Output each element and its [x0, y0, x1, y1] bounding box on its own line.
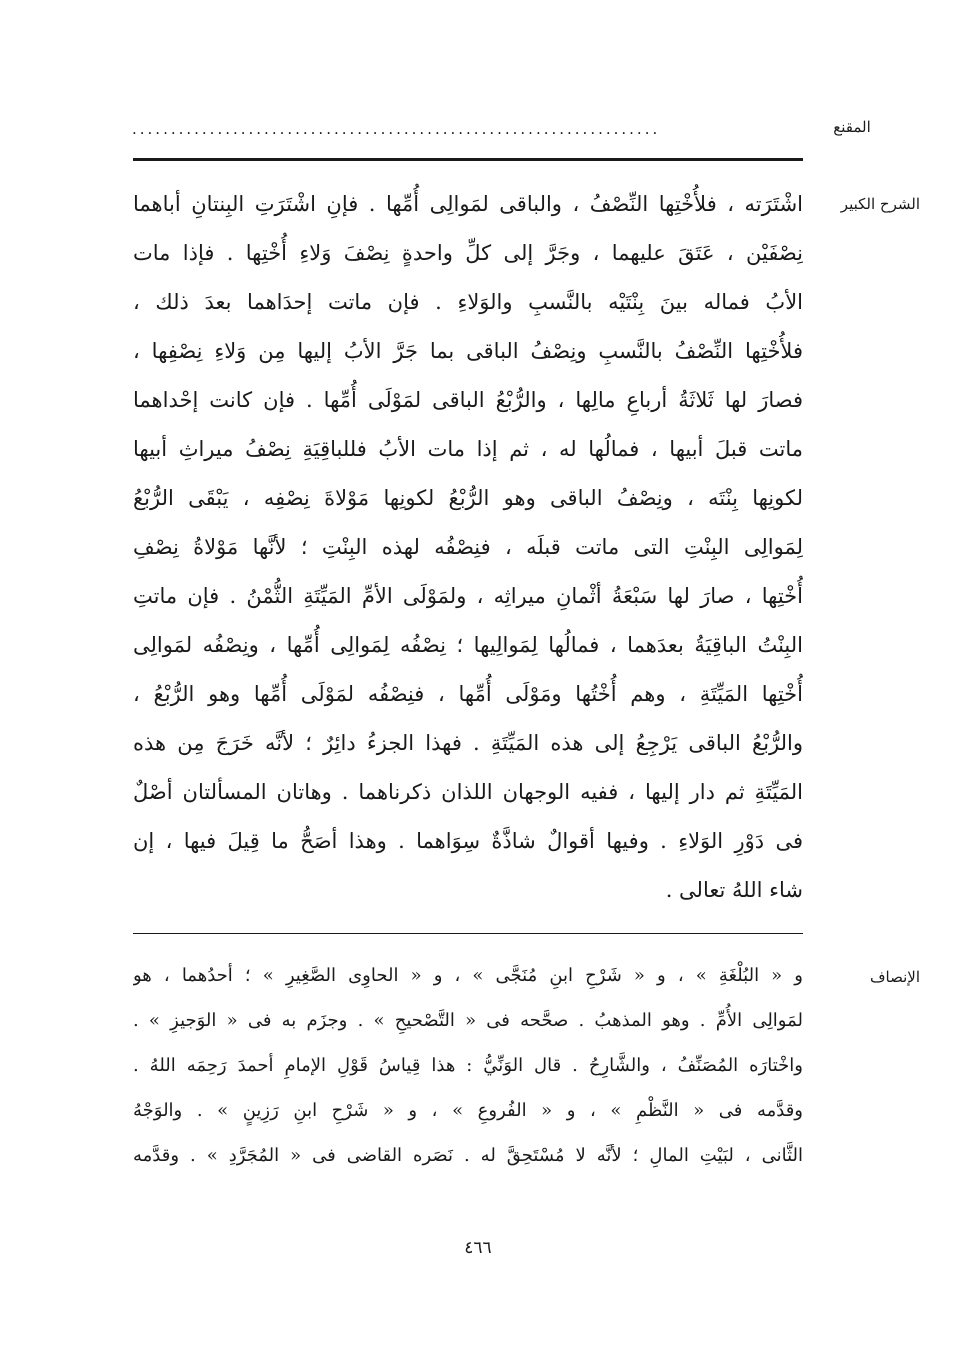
- insaf-text-line: لمَوالِى الأُمِّ . وهو المذهبُ . صحَّحه فى « التَّصْحيحِ » . وجزَم به فى « الوَجيزِ » .: [133, 1010, 803, 1031]
- main-section-text: [133, 180, 803, 915]
- insaf-text-line: الثَّانى ، لبَيْتِ المالِ ؛ لأنَّه لا مُسْتَحِقَّ له . نَصَره القاضى فى « المُجَرَّدِ » . وقدَّمه: [133, 1145, 803, 1166]
- section-divider: [133, 933, 803, 934]
- main-text-line: والرُّبْعُ الباقى يَرْجِعُ إلى هذه المَيِّتَةِ . فهذا الجزءُ دائِرٌ ؛ لأنَّه خَرَجَ مِن هذه: [133, 731, 803, 755]
- main-text-line: ماتت قبلَ أبيها ، فمالُها له ، ثم إذا مات الأبُ فللباقِيَةِ نِصْفُ ميراثِ أبيها: [133, 437, 803, 461]
- main-text-line: فلأُخْتِها النِّصْفُ بالنَّسبِ ونِصْفُ الباقى بما جَرَّ الأبُ إليها مِن وَلاءِ نِصْفِها ،: [133, 339, 803, 363]
- main-text-line: المَيِّتَةِ ثم دار إليها ، ففيه الوجهان اللذان ذكرناهما . وهاتان المسألتان أصْلٌ: [133, 780, 803, 804]
- insaf-text-line: و « البُلْغَةِ » ، و « شَرْحِ ابنِ مُنَجَّى » ، و « الحاوِى الصَّغِيرِ » ؛ أحدُهما ، هو: [133, 965, 803, 986]
- insaf-section-text: [133, 953, 803, 1178]
- main-text-line: لكونِها بِنْتَه ، ونِصْفُ الباقى وهو الرُّبْعُ لكونِها مَوْلاةَ نِصْفِه ، يَبْقَى الرُّبْعُ: [133, 486, 803, 510]
- main-section-label: الشرح الكبير: [840, 195, 920, 213]
- main-text-line: لِمَوالِى البِنْتِ التى ماتت قبلَه ، فنِصْفُه لهذه البِنْتِ ؛ لأنَّها مَوْلاةُ نِصْفِ: [133, 535, 803, 559]
- page-number: ٤٦٦: [464, 1238, 492, 1258]
- header-rule: [133, 158, 803, 161]
- main-text-line: فى دَوْرِ الوَلاءِ . وفيها أقوالٌ شاذَّةٌ سِوَاهما . وهذا أصَحُّ ما قِيلَ فيها ، إن: [133, 829, 803, 853]
- main-text-line: اشْتَرَته ، فلأُخْتِها النِّصْفُ ، والباقى لمَوالِى أُمِّها . فإنِ اشْتَرَتِ البِنتانِ أباهما: [133, 192, 803, 216]
- running-header-title: المقنع: [833, 118, 871, 136]
- main-text-line: أُخْتِها المَيِّتَةِ ، وهم أُخْتُها ومَوْلَى أُمِّها ، فنِصْفُه لمَوْلَى أُمِّها وهو الرُّبْعُ ،: [133, 682, 803, 706]
- header-dot-leader: ....................................................................: [132, 120, 661, 138]
- insaf-section-label: الإنصاف: [869, 968, 920, 986]
- insaf-text-line: واخْتارَه المُصَنِّفُ ، والشَّارِحُ . قال الوَنِّيُّ : هذا قِياسُ قَوْلِ الإمامِ أحمدَ رَحِمَه اللهُ .: [133, 1055, 803, 1076]
- main-text-line: الأبُ فماله بينَ بِنْتَيْه بالنَّسبِ والوَلاءِ . فإن ماتت إحدَاهما بعدَ ذلك ،: [133, 290, 803, 314]
- main-text-line: البِنْتُ الباقِيَةُ بعدَهما ، فمالُها لِمَوالِيها ؛ نِصْفُه لِمَوالِى أُمِّها ، ونِصْفُه لمَوالِى: [133, 633, 803, 657]
- main-text-line: أُخْتِها ، صارَ لها سَبْعَةُ أثْمانِ ميراثِه ، ولمَوْلَى الأمِّ المَيِّتَةِ الثُّمْنُ . فإن ماتتِ: [133, 584, 803, 608]
- main-text-line: شاء اللهُ تعالى .: [665, 878, 803, 902]
- insaf-text-line: وقدَّمه فى « النَّظْمِ » ، و « الفُروعِ » ، و « شَرْحِ ابنِ رَزِينٍ » . والوَجْهُ: [133, 1100, 803, 1121]
- main-text-line: فصارَ لها ثَلاثَةُ أرباعِ مالِها ، والرُّبْعُ الباقى لمَوْلَى أُمِّها . فإن كانت إحْداهما: [133, 388, 803, 412]
- main-text-line: نِصْفَيْن ، عَتَقَ عليهما ، وجَرَّ إلى كلِّ واحدةٍ نِصْفَ وَلاءِ أُخْتِها . فإذا مات: [133, 241, 803, 265]
